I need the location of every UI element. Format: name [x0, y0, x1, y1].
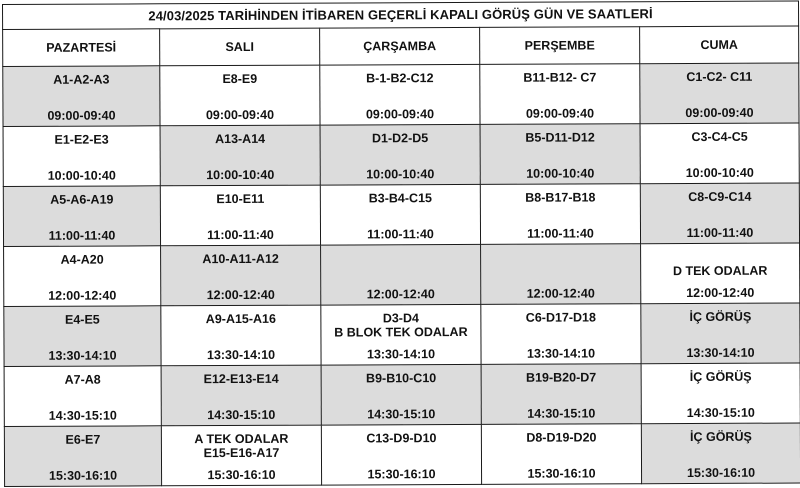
visiting-schedule-table: [2, 1, 800, 487]
ward-code-line: C6-D17-D18: [525, 310, 596, 325]
visit-time: 15:30-16:10: [686, 465, 756, 481]
schedule-cell-friday: [641, 363, 800, 424]
ward-codes: [641, 310, 799, 325]
schedule-cell-monday: [4, 426, 161, 487]
ward-codes: [321, 251, 480, 252]
ward-codes: [321, 191, 480, 206]
schedule-cell-monday: [3, 126, 160, 187]
visit-time: 09:00-09:40: [205, 107, 275, 123]
visit-time: 12:00-12:40: [206, 287, 275, 303]
ward-codes: [642, 370, 800, 385]
ward-code-line: D8-D19-D20: [526, 430, 597, 445]
ward-code-line: A4-A20: [60, 252, 104, 267]
visit-time: 15:30-16:10: [207, 467, 276, 483]
ward-code-line: A TEK ODALAR: [194, 431, 289, 447]
visit-time: 15:30-16:10: [48, 468, 118, 483]
visit-time: 10:00-10:40: [526, 166, 595, 181]
ward-code-line: A13-A14: [215, 131, 266, 147]
ward-code-line: C1-C2- C11: [686, 69, 753, 85]
ward-codes: [162, 432, 321, 461]
schedule-cell-tuesday: [161, 365, 321, 426]
visit-time: 15:30-16:10: [527, 466, 596, 481]
ward-code-line: E1-E2-E3: [54, 132, 109, 147]
ward-code-line: D1-D2-D5: [371, 131, 429, 146]
ward-codes: [641, 130, 799, 145]
ward-code-line: E10-E11: [216, 191, 265, 207]
day-header-wednesday: ÇARŞAMBA: [320, 27, 480, 65]
visit-time: 14:30-15:10: [207, 407, 276, 423]
ward-codes: [5, 372, 161, 387]
ward-codes: [4, 312, 160, 327]
ward-code-line: C8-C9-C14: [688, 189, 752, 205]
schedule-cell-wednesday: [321, 244, 481, 305]
ward-codes: [4, 192, 160, 207]
schedule-cell-friday: [640, 123, 799, 184]
ward-codes: [481, 190, 640, 205]
visit-time: 11:00-11:40: [527, 226, 594, 241]
visit-time: 11:00-11:40: [367, 227, 434, 242]
ward-codes: [3, 72, 159, 87]
schedule-cell-thursday: [481, 244, 641, 305]
ward-codes: [480, 70, 639, 85]
ward-code-line: B8-B17-B18: [525, 190, 596, 205]
visit-time: 12:00-12:40: [526, 286, 595, 301]
schedule-cell-thursday: [481, 304, 641, 365]
visit-time: 13:30-14:10: [48, 348, 117, 363]
schedule-cell-wednesday: [321, 364, 481, 425]
schedule-cell-thursday: [480, 64, 640, 125]
ward-codes: [322, 431, 481, 446]
schedule-cell-monday: [3, 66, 160, 127]
schedule-cell-tuesday: [160, 65, 320, 126]
ward-codes: [162, 372, 321, 387]
ward-codes: [5, 432, 161, 447]
schedule-cell-wednesday: [320, 64, 480, 125]
time-slot-row: [4, 243, 800, 306]
ward-code-line: İÇ GÖRÜŞ: [689, 309, 752, 325]
ward-code-line: B5-D11-D12: [525, 130, 595, 145]
schedule-cell-tuesday: [160, 125, 320, 186]
ward-code-line: B3-B4-C15: [368, 191, 432, 206]
ward-codes: [321, 131, 480, 146]
ward-codes: [481, 250, 640, 251]
visit-time: 10:00-10:40: [366, 167, 435, 182]
ward-code-line: E8-E9: [222, 71, 258, 87]
visit-time: 09:00-09:40: [47, 108, 116, 123]
ward-codes: [4, 252, 160, 267]
visit-time: 11:00-11:40: [207, 227, 274, 243]
schedule-cell-wednesday: [320, 124, 480, 185]
ward-codes: [640, 70, 798, 85]
schedule-cell-tuesday: [161, 305, 321, 366]
schedule-cell-friday: [641, 243, 800, 304]
schedule-cell-thursday: [480, 184, 640, 245]
time-slot-row: [3, 183, 799, 246]
ward-code-line: [641, 250, 799, 265]
visit-time: 12:00-12:40: [48, 288, 117, 303]
visit-time: 13:30-14:10: [206, 347, 276, 363]
ward-code-line: B19-B20-D7: [526, 370, 597, 385]
day-header-friday: CUMA: [640, 26, 799, 64]
schedule-cell-friday: [640, 63, 799, 124]
visit-time: 12:00-12:40: [366, 287, 435, 302]
ward-codes: [642, 430, 800, 445]
visit-time: 12:00-12:40: [686, 285, 755, 301]
visit-time: 14:30-15:10: [367, 407, 436, 422]
ward-codes: [160, 72, 319, 87]
time-slot-row: [4, 363, 800, 426]
ward-code-line: C13-D9-D10: [366, 431, 437, 446]
day-header-row: [3, 26, 799, 66]
ward-code-line: İÇ GÖRÜŞ: [689, 429, 752, 445]
ward-codes: [161, 252, 320, 267]
schedule-cell-tuesday: [161, 245, 321, 306]
ward-codes: [482, 430, 641, 445]
schedule-cell-tuesday: [161, 425, 321, 486]
ward-code-line: B9-B10-C10: [366, 371, 437, 386]
ward-code-line: B BLOK TEK ODALAR: [334, 324, 468, 340]
visit-time: 11:00-11:40: [48, 228, 116, 243]
ward-code-line: A9-A15-A16: [205, 311, 276, 327]
time-slot-row: [3, 63, 799, 126]
schedule-cell-monday: [4, 306, 161, 367]
ward-code-line: B-1-B2-C12: [366, 71, 434, 86]
ward-codes: [641, 250, 799, 279]
ward-codes: [161, 192, 320, 207]
visit-time: 14:30-15:10: [527, 406, 596, 421]
ward-code-line: İÇ GÖRÜŞ: [689, 369, 752, 385]
schedule-cell-tuesday: [160, 185, 320, 246]
visit-time: 14:30-15:10: [686, 405, 755, 421]
ward-code-line: E12-E13-E14: [203, 371, 279, 387]
schedule-cell-monday: [4, 366, 161, 427]
ward-codes: [481, 310, 640, 325]
schedule-cell-wednesday: [321, 304, 481, 365]
visit-time: 13:30-14:10: [526, 346, 596, 361]
day-header-monday: PAZARTESİ: [3, 29, 160, 67]
visit-time: 13:30-14:10: [366, 347, 436, 362]
ward-code-line: A7-A8: [64, 372, 101, 387]
ward-code-line: A5-A6-A19: [50, 192, 114, 207]
ward-codes: [321, 311, 480, 340]
ward-code-line: E15-E16-A17: [203, 445, 280, 461]
ward-code-line: C3-C4-C5: [691, 129, 748, 144]
schedule-cell-monday: [4, 246, 161, 307]
schedule-cell-friday: [641, 423, 800, 484]
ward-code-line: A1-A2-A3: [53, 72, 110, 87]
time-slot-row: [4, 303, 800, 366]
ward-code-line: A10-A11-A12: [202, 251, 279, 267]
visit-time: 09:00-09:40: [685, 105, 754, 121]
ward-codes: [641, 190, 799, 205]
ward-code-line: B11-B12- C7: [523, 70, 597, 85]
time-slot-row: [4, 423, 800, 486]
schedule-title: 24/03/2025 TARİHİNDEN İTİBAREN GEÇERLİ KAPALI GÖRÜŞ GÜN VE SAATLERİ: [3, 1, 799, 29]
day-header-tuesday: SALI: [160, 28, 320, 66]
schedule-cell-friday: [640, 183, 799, 244]
schedule-document: [2, 1, 800, 486]
visit-time: 09:00-09:40: [365, 107, 435, 122]
ward-codes: [481, 130, 640, 145]
visit-time: 09:00-09:40: [525, 106, 595, 121]
ward-code-line: E6-E7: [65, 432, 101, 447]
visit-time: 10:00-10:40: [47, 168, 116, 183]
ward-codes: [161, 132, 320, 147]
schedule-cell-wednesday: [321, 424, 481, 485]
time-slot-row: [3, 123, 799, 186]
ward-codes: [161, 312, 320, 327]
visit-time: 14:30-15:10: [48, 408, 117, 423]
visit-time: 11:00-11:40: [686, 225, 754, 241]
schedule-cell-thursday: [481, 424, 641, 485]
ward-codes: [322, 371, 481, 386]
day-header-thursday: PERŞEMBE: [480, 27, 640, 65]
schedule-cell-monday: [3, 186, 160, 247]
ward-codes: [4, 132, 160, 147]
schedule-cell-thursday: [480, 124, 640, 185]
ward-code-line: D3-D4: [382, 311, 419, 326]
ward-codes: [482, 370, 641, 385]
schedule-cell-friday: [641, 303, 800, 364]
visit-time: 15:30-16:10: [367, 467, 436, 482]
ward-code-line: E4-E5: [64, 312, 100, 327]
schedule-cell-thursday: [481, 364, 641, 425]
schedule-cell-wednesday: [320, 184, 480, 245]
visit-time: 10:00-10:40: [206, 167, 275, 183]
visit-time: 13:30-14:10: [686, 345, 755, 361]
visit-time: 10:00-10:40: [685, 165, 754, 181]
ward-codes: [320, 71, 479, 86]
ward-code-line: D TEK ODALAR: [672, 263, 768, 279]
